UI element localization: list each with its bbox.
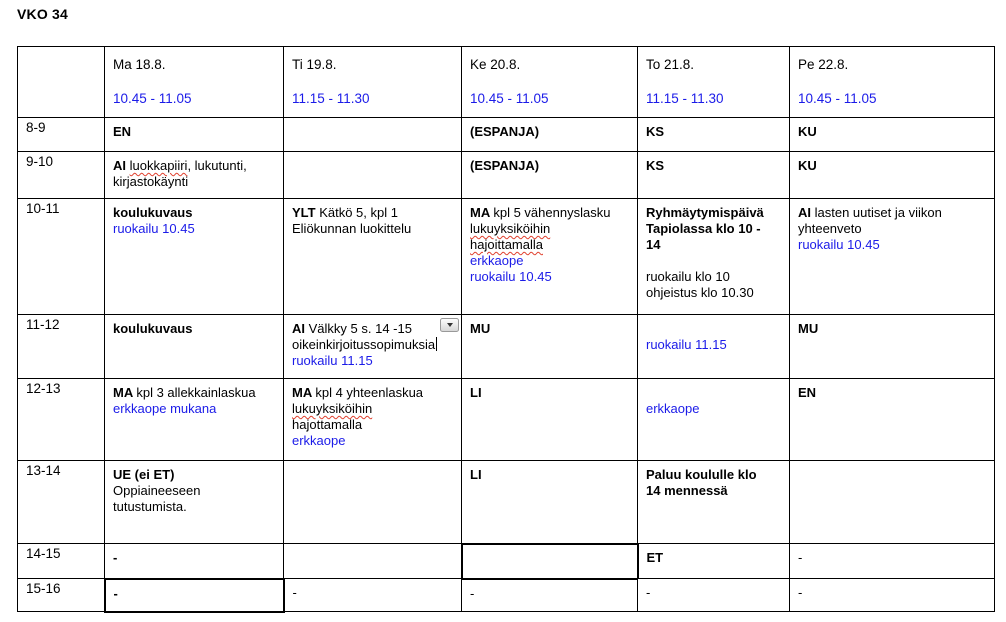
hour-label-cell[interactable]: [18, 461, 105, 544]
schedule-header-row: [18, 47, 995, 118]
cell-line: [470, 269, 629, 285]
cell-text: YLT: [292, 205, 320, 220]
schedule-cell[interactable]: [284, 315, 462, 379]
cell-text: hajottamalla: [292, 417, 363, 432]
table-row: [18, 379, 995, 461]
cell-line: [798, 585, 986, 601]
cell-text: koulukuvaus: [113, 205, 193, 220]
cell-text: , lukutunti,: [187, 158, 247, 173]
schedule-cell[interactable]: [462, 315, 638, 379]
cell-text: EN: [798, 385, 817, 400]
schedule-cell[interactable]: [462, 118, 638, 152]
table-row: [18, 199, 995, 315]
cell-line: [113, 499, 275, 515]
corner-cell[interactable]: [18, 47, 105, 118]
cell-line: [798, 205, 986, 221]
day-label: Ma 18.8.: [113, 57, 166, 72]
cell-line: [470, 124, 629, 140]
day-header-cell[interactable]: [105, 47, 284, 118]
cell-line: [798, 158, 986, 174]
cell-line: [470, 158, 629, 174]
day-header-cell[interactable]: [284, 47, 462, 118]
cell-line: [646, 269, 781, 285]
schedule-cell[interactable]: [105, 118, 284, 152]
cell-text: lukuyksiköihin: [292, 401, 373, 416]
schedule-cell[interactable]: [790, 118, 995, 152]
cell-text: erkkaope mukana: [113, 401, 217, 416]
cell-text: Ryhmäytymispäivä: [646, 205, 764, 220]
schedule-cell[interactable]: [284, 199, 462, 315]
cell-line: [113, 385, 275, 401]
day-label: To 21.8.: [646, 57, 695, 72]
table-row: [18, 544, 995, 579]
cell-text: (ESPANJA): [470, 158, 540, 173]
cell-text: koulukuvaus: [113, 321, 193, 336]
cell-line: [647, 550, 782, 566]
schedule-cell[interactable]: [790, 152, 995, 199]
cell-text: yhteenveto: [798, 221, 862, 236]
cell-text: kpl 3 allekkainlaskua: [136, 385, 256, 400]
cell-text: lukuyksiköihin: [470, 221, 551, 236]
day-time: 11.15 - 11.30: [646, 91, 724, 106]
cell-text: ruokailu 11.15: [646, 337, 727, 352]
cell-line: [798, 221, 986, 237]
schedule-cell[interactable]: [462, 579, 638, 612]
hour-label-text: 13-14: [26, 463, 61, 478]
cell-text: 14 mennessä: [646, 483, 728, 498]
schedule-cell[interactable]: [105, 315, 284, 379]
cell-text: -: [646, 585, 651, 600]
schedule-cell[interactable]: [790, 379, 995, 461]
week-title: VKO 34: [17, 6, 68, 22]
schedule-cell[interactable]: [105, 152, 284, 199]
schedule-cell[interactable]: [638, 152, 790, 199]
cell-text: MA: [113, 385, 137, 400]
cell-text: 14: [646, 237, 661, 252]
schedule-cell[interactable]: [638, 544, 790, 579]
day-label: Pe 22.8.: [798, 57, 849, 72]
cell-text: UE (ei ET): [113, 467, 175, 482]
schedule-cell[interactable]: [638, 379, 790, 461]
cell-text: MU: [470, 321, 491, 336]
cell-line: [470, 385, 629, 401]
cell-text: EN: [113, 124, 132, 139]
cell-text: kpl 5 vähennyslasku: [493, 205, 611, 220]
cell-line: [292, 321, 453, 337]
cell-text: MU: [798, 321, 819, 336]
cell-line: [646, 237, 781, 253]
cell-line: [470, 586, 629, 602]
cell-line: [293, 585, 454, 601]
cell-line: [798, 550, 986, 566]
cell-line: [114, 586, 275, 602]
cell-line: [646, 285, 781, 301]
cell-line: [470, 221, 629, 237]
cell-line: [470, 253, 629, 269]
cell-line: [113, 483, 275, 499]
cell-text: ruokailu 10.45: [113, 221, 195, 236]
cell-line: [646, 124, 781, 140]
schedule-cell[interactable]: [105, 379, 284, 461]
cell-text: ruokailu 10.45: [798, 237, 880, 252]
schedule-cell[interactable]: [638, 199, 790, 315]
cell-line: [646, 253, 781, 269]
schedule-table: [17, 46, 995, 613]
cell-dropdown-button[interactable]: [440, 318, 459, 332]
table-row: [18, 579, 995, 612]
cell-text: Oppiaineeseen: [113, 483, 201, 498]
schedule-cell[interactable]: [284, 379, 462, 461]
day-time: 11.15 - 11.30: [292, 91, 370, 106]
cell-line: [646, 385, 781, 401]
cell-line: [646, 401, 781, 417]
cell-line: [470, 321, 629, 337]
cell-line: [292, 353, 453, 369]
day-header-cell[interactable]: [462, 47, 638, 118]
cell-text: ruokailu 11.15: [292, 353, 373, 368]
schedule-cell[interactable]: [790, 579, 995, 612]
cell-text: kirjastokäynti: [113, 174, 189, 189]
schedule-cell[interactable]: [638, 579, 790, 612]
cell-line: [113, 174, 275, 190]
day-label: Ke 20.8.: [470, 57, 521, 72]
cell-text: erkkaope: [292, 433, 346, 448]
cell-text: KU: [798, 158, 817, 173]
cell-line: [113, 321, 275, 337]
cell-text: LI: [470, 467, 482, 482]
cell-line: [292, 417, 453, 433]
hour-label-text: 14-15: [26, 546, 61, 561]
cell-text: -: [292, 585, 297, 600]
cell-text: oikeinkirjoitussopimuksia: [292, 337, 436, 352]
cell-text: KU: [798, 124, 817, 139]
day-time: 10.45 - 11.05: [798, 91, 877, 106]
schedule-cell[interactable]: [790, 544, 995, 579]
cell-line: [646, 221, 781, 237]
hour-label-text: 15-16: [26, 581, 61, 596]
table-row: [18, 118, 995, 152]
schedule-cell[interactable]: [462, 199, 638, 315]
cell-text: Välkky 5 s. 14 -15: [308, 321, 412, 336]
schedule-cell[interactable]: [284, 461, 462, 544]
cell-text: KS: [646, 124, 665, 139]
schedule-cell[interactable]: [105, 579, 284, 612]
cell-text: MA: [292, 385, 316, 400]
cell-text: -: [113, 585, 118, 601]
day-header-cell[interactable]: [638, 47, 790, 118]
cell-line: [292, 221, 453, 237]
schedule-cell[interactable]: [638, 315, 790, 379]
cell-text: -: [798, 550, 803, 565]
schedule-cell[interactable]: [462, 379, 638, 461]
hour-label-text: 10-11: [26, 201, 60, 216]
table-row: [18, 315, 995, 379]
hour-label-cell[interactable]: [18, 544, 105, 579]
hour-label-cell[interactable]: [18, 315, 105, 379]
cell-line: [113, 401, 275, 417]
cell-line: [470, 467, 629, 483]
schedule-cell[interactable]: [790, 199, 995, 315]
schedule-cell[interactable]: [790, 461, 995, 544]
cell-line: [470, 205, 629, 221]
schedule-cell[interactable]: [284, 118, 462, 152]
cell-line: [292, 385, 453, 401]
cell-line: [292, 433, 453, 449]
schedule-cell[interactable]: [462, 461, 638, 544]
cell-text: KS: [646, 158, 665, 173]
hour-label-cell[interactable]: [18, 118, 105, 152]
day-time: 10.45 - 11.05: [113, 91, 192, 106]
cell-text: hajoittamalla: [470, 237, 543, 252]
cell-text: ruokailu 10.45: [470, 269, 552, 284]
cell-text: -: [798, 585, 803, 600]
hour-label-text: 9-10: [26, 154, 54, 169]
schedule-cell[interactable]: [638, 118, 790, 152]
cell-text: MA: [470, 205, 494, 220]
cell-line: [113, 205, 275, 221]
cell-text: Kätkö 5, kpl 1: [319, 205, 398, 220]
cell-text: tutustumista.: [113, 499, 187, 514]
cell-text: (ESPANJA): [470, 124, 540, 139]
cell-line: [798, 237, 986, 253]
cell-text: -: [470, 585, 475, 601]
cell-line: [113, 124, 275, 140]
cell-text: Paluu koululle klo: [646, 467, 757, 482]
cell-line: [798, 124, 986, 140]
cell-line: [470, 237, 629, 253]
cell-line: [292, 205, 453, 221]
hour-label-cell[interactable]: [18, 152, 105, 199]
cell-line: [798, 321, 986, 337]
table-row: [18, 152, 995, 199]
schedule-cell[interactable]: [284, 579, 462, 612]
day-label: Ti 19.8.: [292, 57, 337, 72]
schedule-cell[interactable]: [284, 152, 462, 199]
hour-label-cell[interactable]: [18, 379, 105, 461]
hour-label-text: 12-13: [26, 381, 61, 396]
cell-text: ohjeistus klo 10.30: [646, 285, 754, 300]
cell-line: [646, 321, 781, 337]
cell-line: [646, 337, 781, 353]
schedule-cell[interactable]: [462, 544, 638, 579]
cell-line: [646, 467, 781, 483]
hour-label-text: 8-9: [26, 120, 46, 135]
cell-line: [798, 385, 986, 401]
day-header-cell[interactable]: [790, 47, 995, 118]
schedule-cell[interactable]: [105, 461, 284, 544]
cell-text: ruokailu klo 10: [646, 269, 730, 284]
cell-line: [646, 158, 781, 174]
text-cursor: [436, 337, 438, 351]
cell-line: [646, 205, 781, 221]
table-row: [18, 461, 995, 544]
hour-label-cell[interactable]: [18, 579, 105, 612]
cell-line: [292, 401, 453, 417]
schedule-cell[interactable]: [284, 544, 462, 579]
cell-text: erkkaope: [470, 253, 524, 268]
cell-text: ET: [646, 550, 664, 565]
cell-text: erkkaope: [646, 401, 700, 416]
cell-text: kpl 4 yhteenlaskua: [315, 385, 424, 400]
day-time: 10.45 - 11.05: [470, 91, 549, 106]
cell-text: lasten uutiset ja viikon: [814, 205, 942, 220]
schedule-cell[interactable]: [462, 152, 638, 199]
hour-label-text: 11-12: [26, 317, 60, 332]
cell-text: Eliökunnan luokittelu: [292, 221, 412, 236]
cell-text: -: [113, 550, 118, 565]
cell-text: luokkapiiri: [129, 158, 188, 173]
cell-line: [113, 550, 275, 566]
schedule-cell[interactable]: [790, 315, 995, 379]
cell-text: Tapiolassa klo 10 -: [646, 221, 761, 236]
cell-text: AI: [113, 158, 130, 173]
cell-text: AI: [798, 205, 815, 220]
cell-line: [292, 337, 453, 353]
cell-text: AI: [292, 321, 309, 336]
cell-line: [646, 483, 781, 499]
cell-line: [646, 585, 781, 601]
schedule-cell[interactable]: [105, 544, 284, 579]
cell-line: [113, 221, 275, 237]
cell-line: [113, 467, 275, 483]
cell-line: [113, 158, 275, 174]
schedule-cell[interactable]: [105, 199, 284, 315]
schedule-cell[interactable]: [638, 461, 790, 544]
hour-label-cell[interactable]: [18, 199, 105, 315]
cell-text: LI: [470, 385, 482, 400]
